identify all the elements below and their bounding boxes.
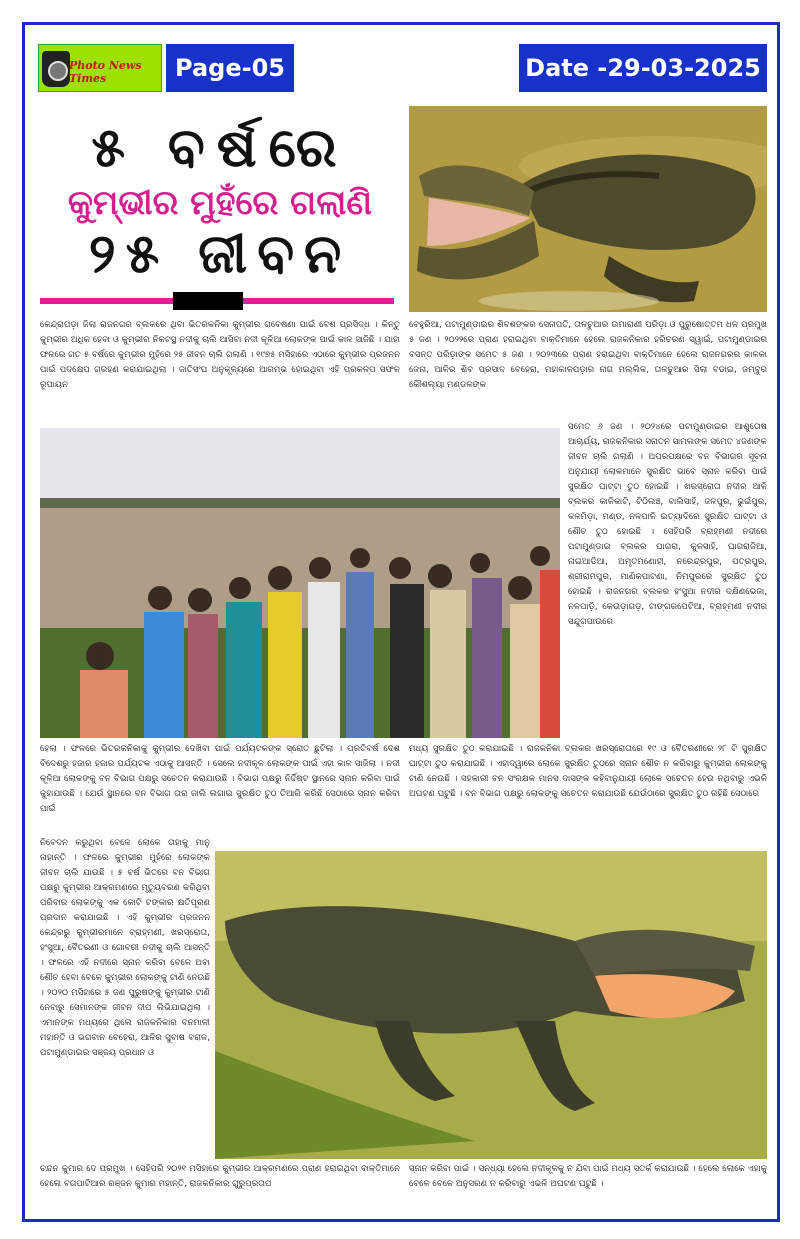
date-badge: Date -29-03-2025 [519, 44, 767, 92]
headline-line-3: ୨୫ ଜୀବନ [88, 222, 352, 285]
camera-icon [42, 51, 70, 87]
headline-line-2: କୁମ୍ଭୀର ମୁହଁରେ ଗଲାଣି [67, 183, 373, 223]
logo-text: Photo News Times [69, 59, 142, 85]
headline-line-1: ୫ ବର୍ଷରେ [91, 116, 349, 179]
newspaper-logo [38, 44, 162, 92]
crocodile-illustration-2 [215, 851, 767, 1159]
article-paragraph-6: ନିବେଦନ କରୁଥିବା ବେଳେ ଲୋକେ ତାହାକୁ ମାନୁ ନାହାନ୍ତି । ଫଳରେ କୁମ୍ଭୀର ମୁହଁରେ ଲୋକଙ୍କ ଜୀବନ ଚାଲି ଯାଉଛି । ୫ ବର୍ଷ ଭିତରେ ବନ ବିଭାଗ ପକ୍ଷରୁ କୁମ୍ଭୀର ଆକ୍ରମଣରେ ମୃତ୍ୟୁବରଣ କରିଥିବା ପରିବାର ଲୋକଙ୍କୁ ଏକ କୋଟି ଟଙ୍କାର କ୍ଷତିପୂରଣ ପ୍ରଦାନ କରାଯାଇଛି । ଏହି କୁମ୍ଭୀର ପ୍ରଜନନ କେନ୍ଦ୍ରରୁ କୁମ୍ଭୀରମାନେ ବ୍ରାହ୍ମଣୀ, ଖରସ୍ରୋତା, ହଂସୁଆ, ବୈତରଣୀ ଓ ଗୋବରୀ ନଦୀକୁ ଚାଲି ଆସନ୍ତି । ଫଳରେ ଏହି ନଦୀରେ ସ୍ନାନ କରିବା ବେଳେ ଅବା ଶୌଚ ହେବା ବେଳେ କୁମ୍ଭୀର ଲୋକଙ୍କୁ ଟାଣି ନେଉଛି । ୨୦୨୦ ମସିହାରେ ୫ ଜଣ ପୁରୁଷଙ୍କୁ କୁମ୍ଭୀର ଟାଣି ନେବାରୁ ସେମାନଙ୍କ ଜୀବନ ଦୀପ ଲିଭିଯାଇଥିଲା । ଏମାନଙ୍କ ମଧ୍ୟରେ ଥିଲେ ରାଜକନିକାର ବନମାଳୀ ମହାନ୍ତି ଓ ଭଗବାନ ବେହେରା, ଆଳିର ସୁବାଷ ବରାଳ, ପଟାମୁଣ୍ଡାଇର ସଞ୍ଜୟ ପ୍ରଧାନ ଓ [40, 838, 210, 1058]
page-number-badge: Page-05 [166, 44, 294, 92]
article-paragraph-5: ମଧ୍ୟ ସୁରକ୍ଷିତ ତୁଠ କରାଯାଇଛି । ରାଜକନିକା ବ୍ଲକର ଖରସ୍ରୋତାରେ ୧୯ ଓ ବୈତରଣୀରେ ୨୮ ଟି ସୁରକ୍ଷିତ ଘାଟ୍ଟା ତୁଠ କରାଯାଇଛି । ଏହାଦ୍ୱାରେ ଲୋକେ ସୁରକ୍ଷିତ ତୁଠରେ ସ୍ନାନ ଶୌଚ ନ କରିବାରୁ କୁମ୍ଭୀର ଲୋକଙ୍କୁ ଟାଣି ନେଉଛି । ସହକାରୀ ବନ ସଂରକ୍ଷକ ମାନସ ଦାସଙ୍କ କହିବାନୁଯାୟୀ ଲୋକେ ସଚେତନ ହେଉ ନଥିବାରୁ ଏଭଳି ଅଘଟଣ ଘଟୁଛି । ବନ ବିଭାଗ ପକ୍ଷରୁ ଲୋକଙ୍କୁ ସଚେତନ କରାଯାଉଛି ଯେଉଁଠାରେ ସୁରକ୍ଷିତ ତୁଠ ରହିଛି ସେଠାରେ [409, 744, 767, 799]
headline-divider-block [173, 292, 243, 310]
article-paragraph-2: ବେହୁରିଆ, ପଟାମୁଣ୍ଡାଇର ଶିବଶଙ୍କର ସେନାପତି, ତାଳଚୁଆର ଉମାରାଣୀ ପରିଡ଼ା ଓ ପୁରୁଷୋତ୍ତମ ଧଳ ପ୍ରମୁଖ ୫ ଜଣ । ୨୦୨୨ରେ ପ୍ରାଣ ହରାଇଥିବା ବାକ୍ତିମାନେ ହେଲେ ରାଜକନିକାର ହରିଚରଣ ସ୍ୱାଇଁ, ପଟାମୁଣ୍ଡାଇର ବସନ୍ତ ପରିଡ଼ାଙ୍କ ସମେତ ୫ ଜଣ । ୨୦୨୩ରେ ପ୍ରାଣ ହରାଇଥିବା ବାକ୍ତିମାନେ ହେଲେ ରାଜନଗରର କାଳକା ଜେନା, ଆଳିର ଶିବ ପ୍ରସାଦ ବେହେରା, ମହାକାଳପଡ଼ାର ନାଗ ମଲ୍ଲିକ, ତାଳଚୁଆର ସିଲା ବଡାଇ, ଜମ୍ବୁର କୌଶଲ୍ୟା ମଣ୍ଡଳଙ୍କ [409, 320, 767, 390]
crowd-illustration [40, 428, 560, 738]
crocodile-open-mouth-photo [409, 106, 767, 312]
article-paragraph-7: ଚନ୍ଦନ କୁମାର ଦେ ପ୍ରମୁଖ । ସେହିପରି ୨୦୨୧ ମସିହାରେ କୁମ୍ଭୀର ଆକ୍ରମଣରେ ପ୍ରାଣ ହରାଇଥିବା ବାକ୍ତିମାନେ ହେଲେ ବଗପାଟିଆର ରଞ୍ଜନ କୁମାର ମହାନ୍ତି, ରାଜକନିକାର ଗୁରୁପ୍ରତାପ [40, 1164, 400, 1189]
article-paragraph-1: କେନ୍ଦ୍ରାପଡ଼ା ଜିଲା ରାଜନଗର ବ୍ଲକରେ ଥିବା ଭିତରକନିକା କୁମ୍ଭୀର ଗବେଷଣା ପାଇଁ ବେଶ ପ୍ରସିଦ୍ଧ । କିନ୍ତୁ କୁମ୍ଭୀର ଅଧିକ ହେବା ଓ କୁମ୍ଭୀର ନିକଟସ୍ଥ ନଦୀକୁ ଚାଲି ଆସିବା ନଦୀ କୂଳିଆ ଲୋକଙ୍କ ପାଇଁ କାଳ ସାଜିଛି । ଯାହା ଫଳରେ ଗତ ୫ ବର୍ଷରେ କୁମ୍ଭୀର ମୁହଁରେ ୨୫ ଜୀବନ ଚାଲି ଗଲାଣି । ୧୯୭୫ ମସିହାରେ ଏଠାରେ କୁମ୍ଭୀର ପ୍ରଜନନ ପାଇଁ ପଦକ୍ଷେପ ଗ୍ରହଣ କରାଯାଇଥିଲା । ଜାତିସଂଘ ଅନୁକୂଳ୍ୟରେ ଆରମ୍ଭ ହୋଇଥିବା ଏହି ପ୍ରକଳ୍ପ ସଫଳ ରୂପାୟନ [40, 320, 400, 390]
article-paragraph-3: ସମେତ ୬ ଜଣ । ୨୦୨୪ରେ ପଟାମୁଣ୍ଡାଇର ଆଶୁତୋଷ ଆଚାର୍ଯ୍ୟ, ରାଜକନିକାର ସନାତନ ସାମଲଙ୍କ ସମେତ ୪ଜଣଙ୍କ ଜୀବନ ଚାଲି ଗଲାଣି । ଅପରପକ୍ଷରେ ବନ ବିଭାଗର ସୂଚନା ଅନୁଯାୟୀ ଲୋକମାନେ ସୁରକ୍ଷିତ ଭାବେ ସ୍ନାନ କରିବା ପାଇଁ ସୁରକ୍ଷିତ ଘାଟ୍ଟା ତୁଠ ହୋଇଛି । ଖରସ୍ରୋତା ନଦୀର ଆଳି ବ୍ଲକର କାଳିକାଟି, ଟିଠିଲଞ୍ଚ, ବାଲିସାହି, ଜଳପୁର, ଭୁଇଁପୁର, କଳମିଡ଼ା, ମଣ୍ଡ, ନଳପାଳି ଇତ୍ୟାଦିରେ ସୁରକ୍ଷିତ ଘାଟ୍ଟା ଓ ଶୌଚ ତୁଠ ହୋଇଛି । ସେହିପରି ବ୍ରାହ୍ମଣୀ ନଦୀରେ ପଟାମୁଣ୍ଡାଇ ବ୍ଲକର ଘାଗରା, କୁଳସାହି, ଘାଗରାଜିଆ, ନାଇଆଡିଆ, ଅମୃତମଣୋହୀ, ନରେନ୍ଦ୍ରପୁର, ପତ୍ରପୁର, ଶ୍ରୀରାମପୁର, ମାଣିକପାଟଣା, ନିମପୁରରେ ସୁରକ୍ଷିତ ତୁଠ ହୋଇଛି । ରାଜନଗର ବ୍ଲକର ହଂସୁଆ ନଦୀର ଦକ୍ଷିଣଭେଜା, ନଳପାଡ଼ି, କେଉଡ଼ାଗଡ଼, ଟାଙ୍ଗରପେଟିଆ, ବ୍ରାହ୍ମଣୀ ନଦୀର ସନ୍ଦୁଗପାଉରେ [568, 422, 767, 627]
article-paragraph-4: ହେଲା । ଫଳରେ ଭିତରକନିକାକୁ କୁମ୍ଭୀର ଦେଖିବା ପାଇଁ ପର୍ଯ୍ୟଟକଙ୍କ ସ୍ରୋତ ଛୁଟିଲା । ପ୍ରତିବର୍ଷ ଦେଶ ବିଦେଶରୁ ହଜାର ହଜାର ପର୍ଯ୍ୟଟକ ଏଠାକୁ ଆସନ୍ତି । ସେଲେ ନଦୀକୂଳ ଲୋକଙ୍କ ପାଇଁ ଏହା କାଳ ସାଜିଲା । ନଦୀ କୂଳିଆ ଲୋକଙ୍କୁ ବନ ବିଭାଗ ପକ୍ଷରୁ ସଚେତନ କରାଯାଉଛି । ବିଭାଗ ପକ୍ଷରୁ ନିର୍ଦ୍ଦିଷ୍ଟ ସ୍ଥାନରେ ସ୍ନାନ କରିବା ପାଇଁ କୁହାଯାଉଛି । ଯେଉଁ ସ୍ଥାନରେ ବନ ବିଭାଗ ତାର ଜାଲି ଲଗାଇ ସୁରକ୍ଷିତ ତୁଠ ତିଆରି କରିଛି ସେଠାରେ ସ୍ନାନ କରିବା ପାଇଁ [40, 744, 400, 814]
crocodile-on-bank-photo [215, 851, 767, 1159]
article-paragraph-8: ସ୍ନାନ କରିବା ପାଇଁ । ସନ୍ଧ୍ୟା ହେଲେ ନଦୀକୂଳକୁ ନ ଯିବା ପାଇଁ ମଧ୍ୟ ସତର୍କ କରାଯାଉଛି । ହେଲେ ଲୋକେ ଏହାକୁ ବେଳେ ବେଳେ ଅନୁସରଣ ନ କରିବାରୁ ଏଭଳି ଅଘଟଣ ଘଟୁଛି । [409, 1164, 767, 1189]
crocodile-illustration-1 [409, 106, 767, 312]
crowd-at-riverbank-photo [40, 428, 560, 738]
